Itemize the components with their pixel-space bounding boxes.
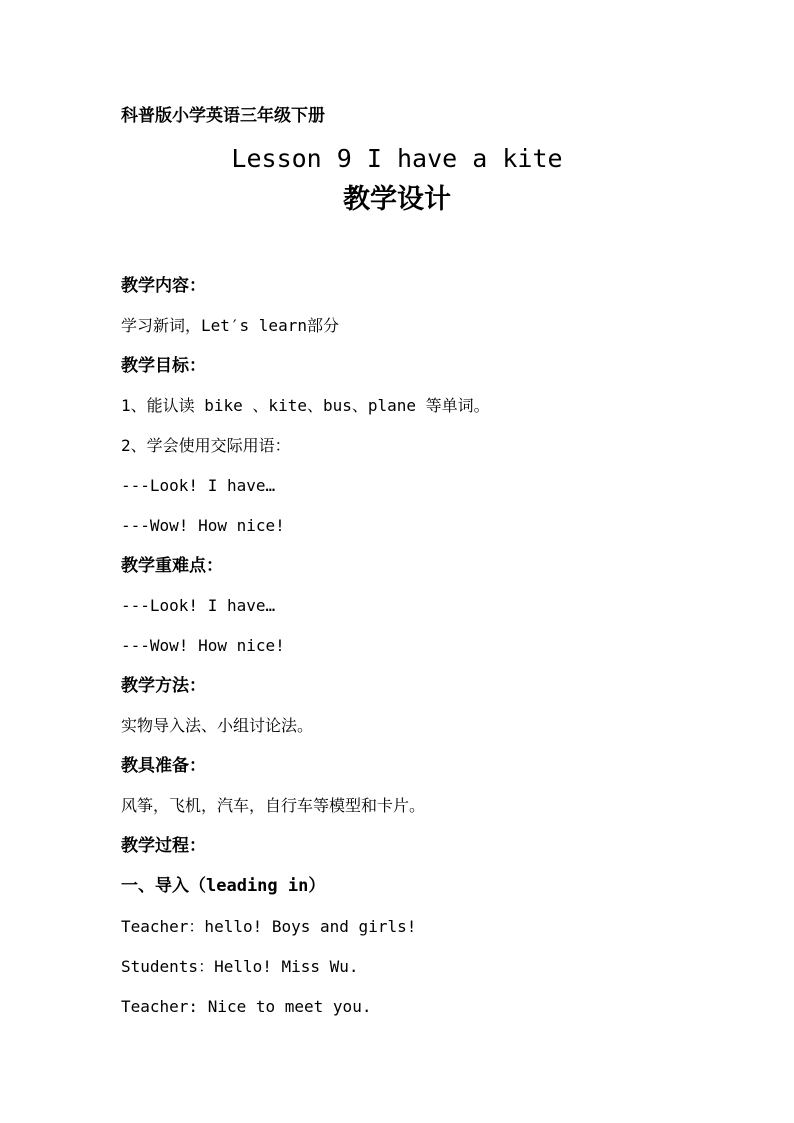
process-heading: 教学过程： [121,836,206,856]
process-step-1-title: 一、导入（leading in） [121,876,326,896]
materials-text: 风筝，飞机，汽车，自行车等模型和卡片。 [121,796,426,815]
content-text: 学习新词，Let′s learn部分 [121,316,339,335]
lesson-title-chinese: 教学设计 [343,184,451,215]
objectives-heading: 教学目标： [121,356,206,376]
dialogue-line-1: Teacher：hello! Boys and girls! [121,917,417,936]
objective-item-1: 1、能认读 bike 、kite、bus、plane 等单词。 [121,396,490,415]
key-point-phrase-1: ---Look! I have… [121,596,276,615]
key-point-phrase-2: ---Wow! How nice! [121,636,285,655]
lesson-title-english: Lesson 9 I have a kite [231,144,563,173]
objective-item-2: 2、学会使用交际用语： [121,436,291,455]
objective-phrase-2: ---Wow! How nice! [121,516,285,535]
key-points-heading: 教学重难点： [121,556,223,576]
dialogue-line-3: Teacher: Nice to meet you. [121,997,372,1016]
textbook-series-label: 科普版小学英语三年级下册 [121,106,325,126]
objective-phrase-1: ---Look! I have… [121,476,276,495]
methods-text: 实物导入法、小组讨论法。 [121,716,314,735]
methods-heading: 教学方法： [121,676,206,696]
content-heading: 教学内容： [121,276,206,296]
materials-heading: 教具准备： [121,756,206,776]
dialogue-line-2: Students：Hello! Miss Wu. [121,957,359,976]
